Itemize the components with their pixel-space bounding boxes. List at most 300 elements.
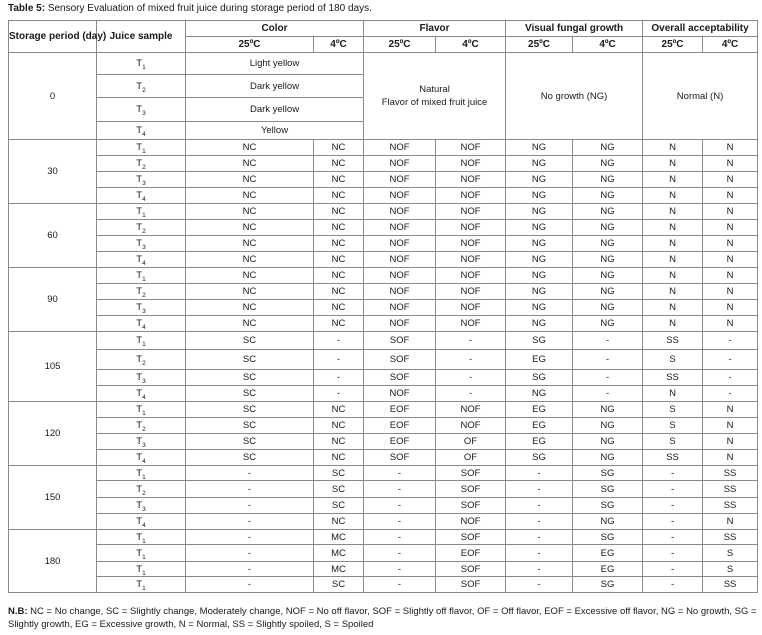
value-cell: -	[436, 370, 506, 386]
value-cell: SOF	[436, 577, 506, 593]
sample-subscript: 1	[142, 553, 146, 561]
value-cell: -	[364, 481, 436, 498]
value-cell: N	[703, 402, 758, 418]
value-cell: NG	[506, 156, 573, 172]
sample-letter: T	[136, 270, 143, 281]
footnote-label: N.B:	[8, 606, 28, 617]
table-row	[9, 316, 758, 332]
value-cell: SC	[186, 370, 314, 386]
sample-letter: T	[136, 318, 143, 329]
storage-day-cell: 30	[9, 140, 97, 204]
sample-letter: T	[136, 80, 143, 92]
table-row	[9, 236, 758, 252]
sample-letter: T	[136, 531, 143, 543]
value-cell: -	[186, 481, 314, 498]
value-cell: SS	[643, 370, 703, 386]
value-cell: -	[643, 498, 703, 514]
value-cell: NC	[186, 204, 314, 220]
sample-subscript: 3	[142, 244, 146, 251]
sample-letter: T	[136, 206, 143, 217]
sample-subscript: 4	[142, 458, 146, 465]
value-cell: NG	[573, 514, 643, 530]
table-row	[9, 386, 758, 402]
header-flavor: Flavor	[364, 21, 506, 37]
value-cell: N	[703, 236, 758, 252]
value-cell: N	[703, 268, 758, 284]
value-cell: SS	[703, 498, 758, 514]
sample-subscript: 3	[142, 506, 146, 513]
value-cell: -	[364, 545, 436, 562]
storage-day-cell: 105	[9, 332, 97, 402]
header-temp: 4ºC	[314, 37, 364, 53]
sample-letter: T	[136, 158, 143, 169]
juice-sample-cell	[97, 220, 186, 236]
sample-subscript: 1	[142, 585, 146, 592]
value-cell: SS	[703, 577, 758, 593]
juice-sample-cell	[97, 284, 186, 300]
sample-subscript: 4	[142, 324, 146, 331]
storage-day-cell: 0	[9, 53, 97, 140]
value-cell: -	[573, 332, 643, 350]
sample-letter: T	[136, 142, 143, 153]
value-cell: NOF	[364, 316, 436, 332]
value-cell: NG	[573, 204, 643, 220]
value-cell: N	[703, 204, 758, 220]
table-row	[9, 252, 758, 268]
value-cell: NG	[573, 236, 643, 252]
color-cell: Dark yellow	[186, 98, 364, 122]
value-cell: NG	[573, 172, 643, 188]
value-cell: SG	[573, 530, 643, 545]
value-cell: N	[703, 284, 758, 300]
footnote-text: NC = No change, SC = Slightly change, Moderately change, NOF = No off flavor, SOF = Slightly off flavor, OF = Off flavor, EOF = Excessive off flavor, NG = No growth, SG = Slightly growth, EG = Excessive growth, N = Normal, SS = Slightly spoiled, S = Spoiled	[8, 606, 757, 630]
value-cell: -	[643, 545, 703, 562]
sample-subscript: 1	[142, 212, 146, 219]
juice-sample-cell	[97, 172, 186, 188]
value-cell: MC	[314, 530, 364, 545]
value-cell: -	[703, 386, 758, 402]
value-cell: NC	[314, 220, 364, 236]
value-cell: SC	[314, 466, 364, 481]
value-cell: NG	[506, 386, 573, 402]
sample-letter: T	[136, 254, 143, 265]
juice-sample-cell	[97, 418, 186, 434]
value-cell: NC	[186, 236, 314, 252]
value-cell: NOF	[364, 300, 436, 316]
table-row	[9, 350, 758, 370]
juice-sample-cell	[97, 75, 186, 98]
value-cell: NOF	[364, 220, 436, 236]
value-cell: NG	[573, 450, 643, 466]
sensory-table	[8, 20, 758, 593]
value-cell: NOF	[364, 188, 436, 204]
sample-letter: T	[136, 104, 143, 115]
value-cell: NG	[573, 418, 643, 434]
value-cell: -	[703, 350, 758, 370]
value-cell: NC	[186, 284, 314, 300]
value-cell: N	[643, 140, 703, 156]
value-cell: NOF	[364, 268, 436, 284]
juice-sample-cell	[97, 450, 186, 466]
header-color: Color	[186, 21, 364, 37]
flavor-natural-cell	[364, 53, 506, 140]
table-row	[9, 332, 758, 350]
fungal-no-growth-cell: No growth (NG)	[506, 53, 643, 140]
value-cell: NC	[314, 172, 364, 188]
table-row	[9, 300, 758, 316]
value-cell: NG	[573, 220, 643, 236]
storage-day-cell: 120	[9, 402, 97, 466]
value-cell: -	[314, 386, 364, 402]
sample-subscript: 1	[142, 276, 146, 283]
value-cell: SOF	[436, 562, 506, 577]
juice-sample-cell	[97, 122, 186, 140]
juice-sample-cell	[97, 316, 186, 332]
value-cell: NG	[573, 300, 643, 316]
table-row	[9, 402, 758, 418]
value-cell: -	[436, 332, 506, 350]
value-cell: -	[703, 370, 758, 386]
value-cell: N	[703, 300, 758, 316]
sample-letter: T	[136, 125, 143, 136]
value-cell: SC	[186, 450, 314, 466]
table-row	[9, 530, 758, 545]
header-row-groups	[9, 21, 758, 37]
sample-letter: T	[136, 452, 143, 463]
value-cell: EG	[506, 402, 573, 418]
value-cell: N	[703, 156, 758, 172]
sample-letter: T	[136, 58, 143, 69]
table-row	[9, 514, 758, 530]
value-cell: NOF	[436, 316, 506, 332]
value-cell: -	[364, 514, 436, 530]
value-cell: SG	[506, 332, 573, 350]
value-cell: S	[643, 418, 703, 434]
sample-subscript: 4	[142, 522, 146, 529]
juice-sample-cell	[97, 530, 186, 545]
value-cell: NG	[506, 252, 573, 268]
value-cell: NC	[314, 188, 364, 204]
value-cell: NOF	[436, 284, 506, 300]
value-cell: EOF	[364, 418, 436, 434]
sample-subscript: 3	[142, 378, 146, 385]
value-cell: NOF	[364, 386, 436, 402]
value-cell: SC	[186, 434, 314, 450]
value-cell: -	[364, 562, 436, 577]
sample-subscript: 2	[142, 489, 146, 497]
sample-subscript: 4	[142, 131, 146, 138]
value-cell: S	[643, 434, 703, 450]
value-cell: MC	[314, 545, 364, 562]
value-cell: NOF	[364, 236, 436, 252]
value-cell: NOF	[436, 188, 506, 204]
value-cell: NG	[573, 140, 643, 156]
value-cell: -	[506, 577, 573, 593]
value-cell: NOF	[364, 140, 436, 156]
value-cell: NG	[506, 316, 573, 332]
value-cell: N	[643, 172, 703, 188]
header-temp: 25ºC	[364, 37, 436, 53]
value-cell: SC	[186, 418, 314, 434]
juice-sample-cell	[97, 386, 186, 402]
value-cell: -	[436, 350, 506, 370]
value-cell: EG	[573, 545, 643, 562]
table-row	[9, 140, 758, 156]
value-cell: NOF	[436, 268, 506, 284]
sample-subscript: 3	[142, 180, 146, 187]
value-cell: NG	[506, 140, 573, 156]
value-cell: -	[643, 577, 703, 593]
value-cell: SOF	[436, 498, 506, 514]
value-cell: NOF	[436, 252, 506, 268]
sample-letter: T	[136, 404, 143, 415]
value-cell: NC	[314, 434, 364, 450]
juice-sample-cell	[97, 466, 186, 481]
value-cell: NOF	[364, 252, 436, 268]
juice-sample-cell	[97, 577, 186, 593]
value-cell: -	[186, 577, 314, 593]
sample-letter: T	[136, 388, 143, 399]
value-cell: NC	[186, 156, 314, 172]
value-cell: -	[506, 481, 573, 498]
value-cell: N	[703, 434, 758, 450]
sample-subscript: 3	[142, 442, 146, 449]
value-cell: -	[506, 466, 573, 481]
value-cell: NG	[506, 172, 573, 188]
value-cell: SC	[186, 402, 314, 418]
value-cell: N	[643, 188, 703, 204]
value-cell: NC	[186, 140, 314, 156]
value-cell: NG	[573, 434, 643, 450]
header-temp: 4ºC	[573, 37, 643, 53]
table-row	[9, 450, 758, 466]
value-cell: NC	[314, 204, 364, 220]
juice-sample-cell	[97, 252, 186, 268]
value-cell: SC	[314, 498, 364, 514]
value-cell: -	[186, 545, 314, 562]
table-row	[9, 434, 758, 450]
table-body	[9, 53, 758, 593]
value-cell: -	[573, 386, 643, 402]
value-cell: SS	[703, 466, 758, 481]
storage-day-cell: 150	[9, 466, 97, 530]
value-cell: N	[703, 220, 758, 236]
sample-letter: T	[136, 547, 143, 559]
value-cell: N	[643, 300, 703, 316]
value-cell: -	[506, 545, 573, 562]
sample-letter: T	[136, 483, 143, 495]
value-cell: S	[643, 402, 703, 418]
footnote	[8, 605, 758, 631]
sample-subscript: 1	[142, 148, 146, 155]
value-cell: NG	[573, 402, 643, 418]
value-cell: N	[643, 284, 703, 300]
sample-subscript: 2	[142, 360, 146, 367]
value-cell: NG	[506, 268, 573, 284]
value-cell: -	[186, 466, 314, 481]
value-cell: S	[703, 545, 758, 562]
value-cell: NOF	[436, 514, 506, 530]
value-cell: N	[703, 252, 758, 268]
sample-subscript: 2	[142, 164, 146, 171]
value-cell: -	[364, 530, 436, 545]
value-cell: NG	[573, 252, 643, 268]
value-cell: NC	[186, 316, 314, 332]
value-cell: SOF	[436, 530, 506, 545]
value-cell: NG	[506, 300, 573, 316]
table-header	[9, 21, 758, 53]
value-cell: -	[314, 332, 364, 350]
value-cell: -	[643, 514, 703, 530]
value-cell: SC	[314, 577, 364, 593]
juice-sample-cell	[97, 562, 186, 577]
value-cell: SC	[186, 350, 314, 370]
sample-letter: T	[136, 372, 143, 383]
table-row	[9, 418, 758, 434]
value-cell: EG	[506, 418, 573, 434]
value-cell: -	[506, 562, 573, 577]
table-row	[9, 220, 758, 236]
value-cell: SS	[703, 530, 758, 545]
value-cell: EG	[573, 562, 643, 577]
header-temp: 25ºC	[186, 37, 314, 53]
value-cell: NC	[314, 418, 364, 434]
juice-sample-cell	[97, 434, 186, 450]
value-cell: NOF	[364, 172, 436, 188]
value-cell: NOF	[436, 172, 506, 188]
sample-subscript: 1	[142, 410, 146, 417]
value-cell: N	[643, 220, 703, 236]
value-cell: NC	[314, 316, 364, 332]
table-row	[9, 204, 758, 220]
value-cell: SS	[643, 450, 703, 466]
sample-letter: T	[136, 420, 143, 431]
table-row	[9, 284, 758, 300]
value-cell: N	[703, 316, 758, 332]
juice-sample-cell	[97, 268, 186, 284]
value-cell: EOF	[364, 402, 436, 418]
flavor-line-1: Natural	[419, 84, 450, 95]
value-cell: N	[643, 156, 703, 172]
juice-sample-cell	[97, 370, 186, 386]
color-cell: Light yellow	[186, 53, 364, 75]
value-cell: N	[643, 252, 703, 268]
sample-subscript: 4	[142, 196, 146, 203]
value-cell: NG	[506, 188, 573, 204]
value-cell: NOF	[436, 204, 506, 220]
header-temp: 4ºC	[703, 37, 758, 53]
value-cell: EG	[506, 434, 573, 450]
table-row	[9, 268, 758, 284]
sample-letter: T	[136, 579, 143, 590]
value-cell: NC	[314, 450, 364, 466]
value-cell: N	[643, 236, 703, 252]
value-cell: -	[364, 498, 436, 514]
juice-sample-cell	[97, 498, 186, 514]
value-cell: -	[314, 370, 364, 386]
table-caption-label: Table 5:	[8, 3, 46, 14]
value-cell: N	[703, 188, 758, 204]
value-cell: NC	[314, 252, 364, 268]
value-cell: NC	[314, 300, 364, 316]
sample-letter: T	[136, 302, 143, 313]
sample-subscript: 3	[142, 110, 146, 117]
sample-letter: T	[136, 335, 143, 346]
value-cell: NOF	[436, 156, 506, 172]
value-cell: N	[703, 450, 758, 466]
table-row	[9, 172, 758, 188]
value-cell: NC	[314, 156, 364, 172]
value-cell: SG	[573, 481, 643, 498]
value-cell: -	[643, 481, 703, 498]
value-cell: NG	[506, 236, 573, 252]
value-cell: NG	[506, 204, 573, 220]
table-row	[9, 498, 758, 514]
value-cell: SS	[643, 332, 703, 350]
value-cell: NOF	[364, 204, 436, 220]
value-cell: EOF	[364, 434, 436, 450]
value-cell: SC	[314, 481, 364, 498]
value-cell: N	[703, 172, 758, 188]
table-row	[9, 562, 758, 577]
value-cell: NC	[186, 300, 314, 316]
value-cell: NC	[186, 188, 314, 204]
sample-letter: T	[136, 354, 143, 365]
value-cell: -	[364, 577, 436, 593]
value-cell: SOF	[364, 332, 436, 350]
value-cell: SC	[186, 332, 314, 350]
juice-sample-cell	[97, 156, 186, 172]
sample-subscript: 4	[142, 394, 146, 401]
value-cell: -	[314, 350, 364, 370]
value-cell: -	[643, 466, 703, 481]
value-cell: S	[643, 350, 703, 370]
value-cell: NOF	[436, 300, 506, 316]
value-cell: NOF	[436, 418, 506, 434]
value-cell: NG	[573, 316, 643, 332]
sample-letter: T	[136, 174, 143, 185]
value-cell: SOF	[364, 370, 436, 386]
value-cell: NOF	[436, 140, 506, 156]
juice-sample-cell	[97, 514, 186, 530]
sample-letter: T	[136, 190, 143, 201]
value-cell: -	[573, 350, 643, 370]
table-row	[9, 370, 758, 386]
juice-sample-cell	[97, 300, 186, 316]
overall-normal-cell: Normal (N)	[643, 53, 758, 140]
header-storage-period: Storage period (day)	[9, 21, 97, 53]
table-row	[9, 466, 758, 481]
value-cell: NG	[573, 268, 643, 284]
value-cell: NOF	[436, 220, 506, 236]
header-temp: 25ºC	[643, 37, 703, 53]
value-cell: EOF	[436, 545, 506, 562]
value-cell: SOF	[436, 466, 506, 481]
juice-sample-cell	[97, 350, 186, 370]
sample-subscript: 1	[142, 64, 146, 71]
value-cell: -	[186, 514, 314, 530]
header-temp: 4ºC	[436, 37, 506, 53]
juice-sample-cell	[97, 332, 186, 350]
sample-letter: T	[136, 500, 143, 511]
value-cell: OF	[436, 434, 506, 450]
value-cell: -	[506, 498, 573, 514]
value-cell: SG	[506, 370, 573, 386]
sample-letter: T	[136, 286, 143, 297]
juice-sample-cell	[97, 545, 186, 562]
table-row	[9, 481, 758, 498]
storage-day-cell: 180	[9, 530, 97, 593]
